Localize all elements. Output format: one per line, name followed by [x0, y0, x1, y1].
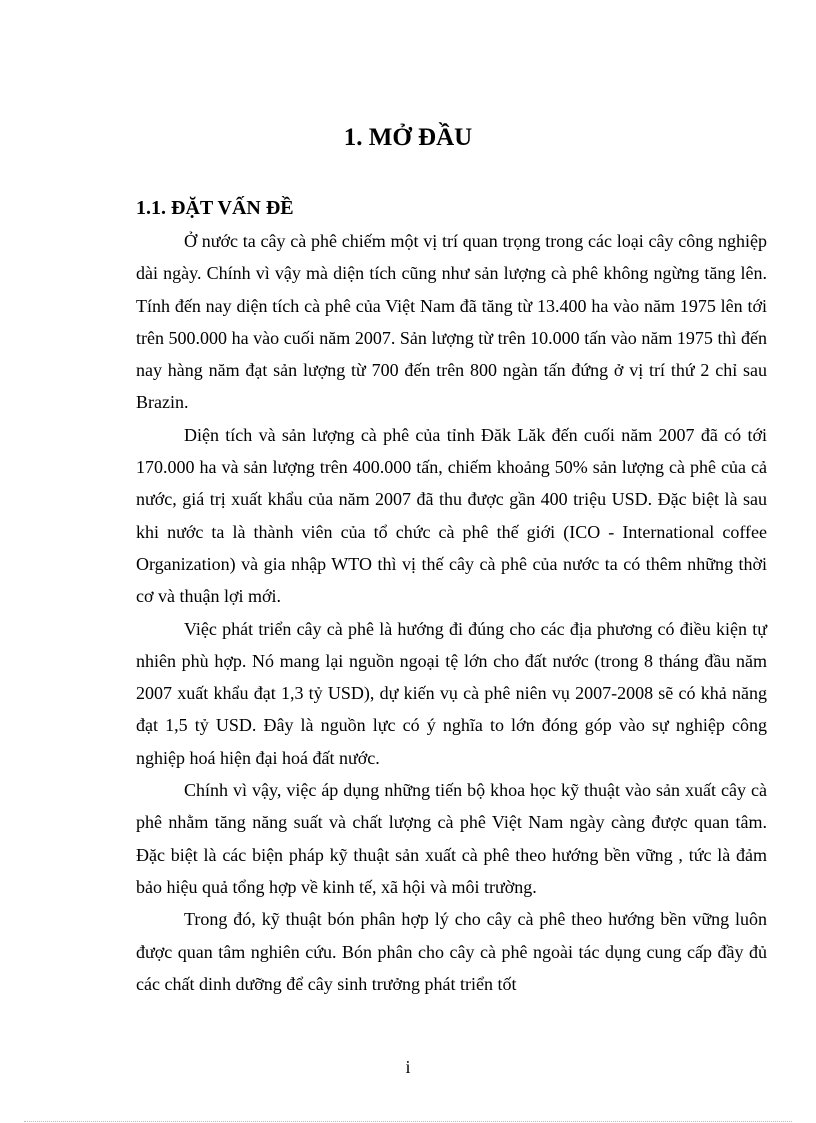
section-heading: 1.1. ĐẶT VẤN ĐỀ	[136, 197, 294, 219]
body-text	[136, 225, 767, 1000]
page-bottom-divider	[24, 1121, 792, 1122]
paragraph-2: Diện tích và sản lượng cà phê của tỉnh Đăk Lăk đến cuối năm 2007 đã có tới 170.000 ha và sản lượng trên 400.000 tấn, chiếm khoảng 50% sản lượng cà phê của cả nước, giá trị xuất khẩu của năm 2007 đã thu được gần 400 triệu USD. Đặc biệt là sau khi nước ta là thành viên của tổ chức cà phê thế giới (ICO - International coffee Organization) và gia nhập WTO thì vị thế cây cà phê của nước ta có thêm những thời cơ và thuận lợi mới.	[136, 424, 767, 607]
page-number: i	[405, 1057, 411, 1077]
paragraph-5: Trong đó, kỹ thuật bón phân hợp lý cho cây cà phê theo hướng bền vững luôn được quan tâm nghiên cứu. Bón phân cho cây cà phê ngoài tác dụng cung cấp đầy đủ các chất dinh dưỡng để cây sinh trưởng phát triển tốt	[136, 909, 767, 994]
paragraph-3: Việc phát triển cây cà phê là hướng đi đúng cho các địa phương có điều kiện tự nhiên phù hợp. Nó mang lại nguồn ngoại tệ lớn cho đất nước (trong 8 tháng đầu năm 2007 xuất khẩu đạt 1,3 tỷ USD), dự kiến vụ cà phê niên vụ 2007-2008 sẽ có khả năng đạt 1,5 tỷ USD. Đây là nguồn lực có ý nghĩa to lớn đóng góp vào sự nghiệp công nghiệp hoá hiện đại hoá đất nước.	[136, 618, 767, 768]
paragraph-4: Chính vì vậy, việc áp dụng những tiến bộ khoa học kỹ thuật vào sản xuất cây cà phê nhằm tăng năng suất và chất lượng cà phê Việt Nam ngày càng được quan tâm. Đặc biệt là các biện pháp kỹ thuật sản xuất cà phê theo hướng bền vững , tức là đảm bảo hiệu quả tổng hợp về kinh tế, xã hội và môi trường.	[136, 780, 767, 897]
paragraph-1: Ở nước ta cây cà phê chiếm một vị trí quan trọng trong các loại cây công nghiệp dài ngày. Chính vì vậy mà diện tích cũng như sản lượng cà phê không ngừng tăng lên. Tính đến nay diện tích cà phê của Việt Nam đã tăng từ 13.400 ha vào năm 1975 lên tới trên 500.000 ha vào cuối năm 2007. Sản lượng từ trên 10.000 tấn vào năm 1975 thì đến nay hàng năm đạt sản lượng từ 700 đến trên 800 ngàn tấn đứng ở vị trí thứ 2 chỉ sau Brazin.	[136, 231, 767, 413]
chapter-title: 1. MỞ ĐẦU	[343, 124, 473, 151]
